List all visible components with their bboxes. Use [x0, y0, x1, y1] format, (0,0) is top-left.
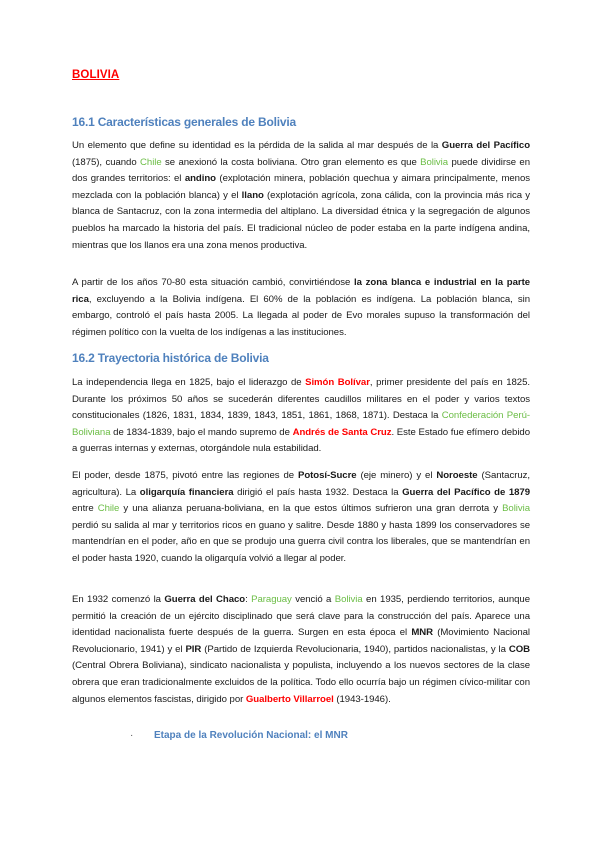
paragraph-independence: La independencia llega en 1825, bajo el liderazgo de Simón Bolívar, primer presidente del país en 1825. Durante los próximos 50 años se sucederán diferentes caudillos militares en el poder y varios textos constitucionales (1826, 1831, 1834, 1839, 1843, 1851, 1861, 1868, 1871). Destaca la Confederación Perú-Boliviana de 1834-1839, bajo el mando supremo de Andrés de Santa Cruz. Este Estado fue efímero debido a guerras internas y externas, otorgándole nula estabilidad.	[72, 377, 531, 455]
section-heading-16-1: 16.1 Características generales de Bolivia	[72, 115, 296, 129]
paragraph-chaco-war: En 1932 comenzó la Guerra del Chaco: Paraguay venció a Bolivia en 1935, perdiendo territorios, aunque permitió la creación de un ejército disciplinado que será clave para la construcción del país. Aparece una identidad nacionalista fuerte después de la guerra. Surgen en esta época el MNR (Movimiento Nacional Revolucionario, 1941) y el PIR (Partido de Izquierda Revolucionaria, 1940), partidos nacionalistas, y la COB (Central Obrera Boliviana), sindicato nacionalista y populista, incluyendo a los nuevos sectores de la clase obrera que eran tradicionalmente excluidos de la política. Todo ello ocurría bajo un régimen cívico-militar con algunos elementos fascistas, dirigido por Gualberto Villarroel (1943-1946).	[72, 594, 531, 705]
section-heading-16-2: 16.2 Trayectoria histórica de Bolivia	[72, 351, 269, 365]
bullet-label: Etapa de la Revolución Nacional: el MNR	[154, 730, 348, 741]
paragraph-power-1875: El poder, desde 1875, pivotó entre las regiones de Potosí-Sucre (eje minero) y el Noroeste (Santacruz, agricultura). La oligarquía financiera dirigió el país hasta 1932. Destaca la Guerra del Pacífico de 1879 entre Chile y una alianza peruana-boliviana, en la que estos últimos sufrieron una gran derrota y Bolivia perdió su salida al mar y territorios ricos en guano y salitre. Desde 1880 y hasta 1899 los conservadores se mantendrían en el poder, año en que se produjo una guerra civil contra los liberales, que se mantendrían en el poder hasta 1920, cuando la oligarquía volvió a llegar al poder.	[72, 470, 530, 564]
bullet-marker: ·	[130, 730, 134, 741]
paragraph-identity: Un elemento que define su identidad es la pérdida de la salida al mar después de la Guerra del Pacífico (1875), cuando Chile se anexionó la costa boliviana. Otro gran elemento es que Bolivia puede dividirse en dos grandes territorios: el andino (explotación minera, población quechua y aimara principalmente, menos mezclada con la población blanca) y el llano (explotación agrícola, zona cálida, con la provincia más rica y blanca de Santacruz, con la zona intermedia del altiplano. La diversidad étnica y la segregación de algunos pueblos ha marcado la historia del país. El tradicional núcleo de poder estaba en la parte indígena andina, mientras que los llanos era una zona menos productiva.	[72, 140, 531, 251]
document-title: BOLIVIA	[72, 69, 120, 81]
paragraph-70-80: A partir de los años 70-80 esta situación cambió, convirtiéndose la zona blanca e industrial en la parte rica, excluyendo a la Bolivia indígena. El 60% de la población es indígena. La población blanca, sin embargo, controló el país hasta 2005. La llegada al poder de Evo morales supuso la transformación del régimen político con la vuelta de los indígenas a las instituciones.	[72, 277, 530, 338]
bullet-item-revolucion-nacional	[130, 730, 348, 741]
